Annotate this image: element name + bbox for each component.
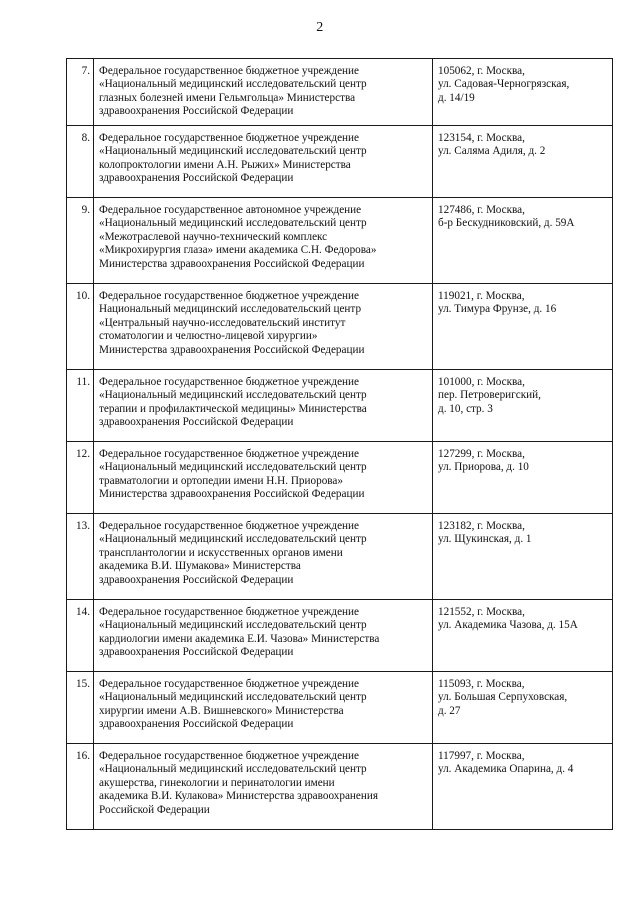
name-line: здравоохранения Российской Федерации: [99, 105, 294, 118]
institution-address: [433, 284, 613, 370]
table-row: [67, 198, 613, 284]
name-line: терапии и профилактической медицины» Министерства: [99, 402, 367, 415]
name-line: «Национальный медицинский исследовательский центр: [99, 389, 367, 402]
institution-address: [433, 600, 613, 672]
name-line: Министерства здравоохранения Российской Федерации: [99, 257, 365, 270]
name-line: травматологии и ортопедии имени Н.Н. Приорова»: [99, 474, 343, 487]
institution-name: [94, 514, 433, 600]
name-line: здравоохранения Российской Федерации: [99, 573, 294, 586]
institution-address: [433, 744, 613, 830]
institutions-table-body: [67, 59, 613, 830]
table-row: [67, 744, 613, 830]
name-line: «Национальный медицинский исследовательский центр: [99, 691, 367, 704]
name-line: академика В.И. Кулакова» Министерства здравоохранения: [99, 790, 378, 803]
address-line: д. 14/19: [438, 91, 475, 104]
institution-name: [94, 672, 433, 744]
institution-name: [94, 442, 433, 514]
address-line: 101000, г. Москва,: [438, 376, 525, 388]
name-line: здравоохранения Российской Федерации: [99, 416, 294, 429]
name-line: Федеральное государственное бюджетное учреждение: [99, 65, 359, 77]
address-line: ул. Академика Опарина, д. 4: [438, 763, 574, 776]
institution-address: [433, 59, 613, 126]
name-line: кардиологии имени академика Е.И. Чазова» Министерства: [99, 632, 380, 645]
name-line: «Национальный медицинский исследовательский центр: [99, 763, 367, 776]
row-number: 11.: [67, 370, 94, 442]
table-row: [67, 284, 613, 370]
address-line: 115093, г. Москва,: [438, 678, 525, 690]
name-line: академика В.И. Шумакова» Министерства: [99, 560, 301, 573]
address-line: 105062, г. Москва,: [438, 65, 525, 77]
address-line: ул. Салямa Адиля, д. 2: [438, 145, 546, 158]
row-number: 13.: [67, 514, 94, 600]
institution-address: [433, 370, 613, 442]
institution-name: [94, 744, 433, 830]
name-line: Федеральное государственное бюджетное учреждение: [99, 132, 359, 144]
name-line: Национальный медицинский исследовательский центр: [99, 303, 362, 316]
name-line: «Межотраслевой научно-технический комплекс: [99, 230, 328, 243]
name-line: Федеральное государственное бюджетное учреждение: [99, 606, 359, 618]
name-line: «Национальный медицинский исследовательский центр: [99, 461, 367, 474]
row-number: 14.: [67, 600, 94, 672]
row-number: 12.: [67, 442, 94, 514]
address-line: 127486, г. Москва,: [438, 204, 525, 216]
name-line: глазных болезней имени Гельмгольца» Министерства: [99, 91, 356, 104]
address-line: 119021, г. Москва,: [438, 290, 525, 302]
name-line: Федеральное государственное автономное учреждение: [99, 204, 362, 216]
name-line: «Центральный научно-исследовательский институт: [99, 316, 346, 329]
address-line: д. 10, стр. 3: [438, 402, 493, 415]
name-line: трансплантологии и искусственных органов имени: [99, 546, 343, 559]
name-line: здравоохранения Российской Федерации: [99, 172, 294, 185]
address-line: б-р Бескудниковский, д. 59А: [438, 217, 575, 230]
name-line: здравоохранения Российской Федерации: [99, 718, 294, 731]
row-number: 16.: [67, 744, 94, 830]
name-line: колопроктологии имени А.Н. Рыжих» Министерства: [99, 158, 351, 171]
address-line: ул. Тимура Фрунзе, д. 16: [438, 303, 557, 316]
institution-address: [433, 514, 613, 600]
name-line: Федеральное государственное бюджетное учреждение: [99, 750, 359, 762]
institution-name: [94, 284, 433, 370]
address-line: 121552, г. Москва,: [438, 606, 525, 618]
address-line: 117997, г. Москва,: [438, 750, 525, 762]
page-number: 2: [316, 20, 324, 35]
address-line: 123154, г. Москва,: [438, 132, 525, 144]
institution-name: [94, 370, 433, 442]
name-line: «Микрохирургия глаза» имени академика С.Н. Федорова»: [99, 244, 377, 257]
institution-address: [433, 442, 613, 514]
address-line: д. 27: [438, 704, 461, 717]
table-row: [67, 672, 613, 744]
name-line: Федеральное государственное бюджетное учреждение: [99, 678, 359, 690]
row-number: 8.: [67, 126, 94, 198]
table-row: [67, 126, 613, 198]
address-line: ул. Большая Серпуховская,: [438, 691, 568, 704]
name-line: «Национальный медицинский исследовательский центр: [99, 78, 367, 91]
institution-address: [433, 126, 613, 198]
address-line: 127299, г. Москва,: [438, 448, 525, 460]
name-line: хирургии имени А.В. Вишневского» Министерства: [99, 704, 344, 717]
name-line: здравоохранения Российской Федерации: [99, 646, 294, 659]
name-line: Федеральное государственное бюджетное учреждение: [99, 376, 359, 388]
table-row: [67, 600, 613, 672]
name-line: акушерства, гинекологии и перинатологии имени: [99, 776, 335, 789]
address-line: пер. Петроверигский,: [438, 389, 541, 402]
address-line: ул. Щукинская, д. 1: [438, 533, 532, 546]
table-row: [67, 514, 613, 600]
name-line: Федеральное государственное бюджетное учреждение: [99, 520, 359, 532]
table-row: [67, 370, 613, 442]
address-line: ул. Садовая-Черногрязская,: [438, 78, 570, 91]
name-line: «Национальный медицинский исследовательский центр: [99, 619, 367, 632]
table-row: [67, 442, 613, 514]
institution-address: [433, 672, 613, 744]
name-line: Министерства здравоохранения Российской Федерации: [99, 343, 365, 356]
institution-address: [433, 198, 613, 284]
name-line: стоматологии и челюстно-лицевой хирургии»: [99, 330, 318, 343]
name-line: Российской Федерации: [99, 803, 210, 816]
institutions-table: [66, 58, 613, 830]
address-line: ул. Академика Чазова, д. 15А: [438, 619, 578, 632]
address-line: 123182, г. Москва,: [438, 520, 525, 532]
row-number: 7.: [67, 59, 94, 126]
row-number: 15.: [67, 672, 94, 744]
institution-name: [94, 59, 433, 126]
name-line: «Национальный медицинский исследовательский центр: [99, 533, 367, 546]
name-line: Федеральное государственное бюджетное учреждение: [99, 448, 359, 460]
name-line: Федеральное государственное бюджетное учреждение: [99, 290, 359, 302]
institution-name: [94, 126, 433, 198]
institution-name: [94, 600, 433, 672]
name-line: «Национальный медицинский исследовательский центр: [99, 145, 367, 158]
row-number: 9.: [67, 198, 94, 284]
row-number: 10.: [67, 284, 94, 370]
name-line: «Национальный медицинский исследовательский центр: [99, 217, 367, 230]
institution-name: [94, 198, 433, 284]
table-row: [67, 59, 613, 126]
name-line: Министерства здравоохранения Российской Федерации: [99, 488, 365, 501]
address-line: ул. Приорова, д. 10: [438, 461, 529, 474]
